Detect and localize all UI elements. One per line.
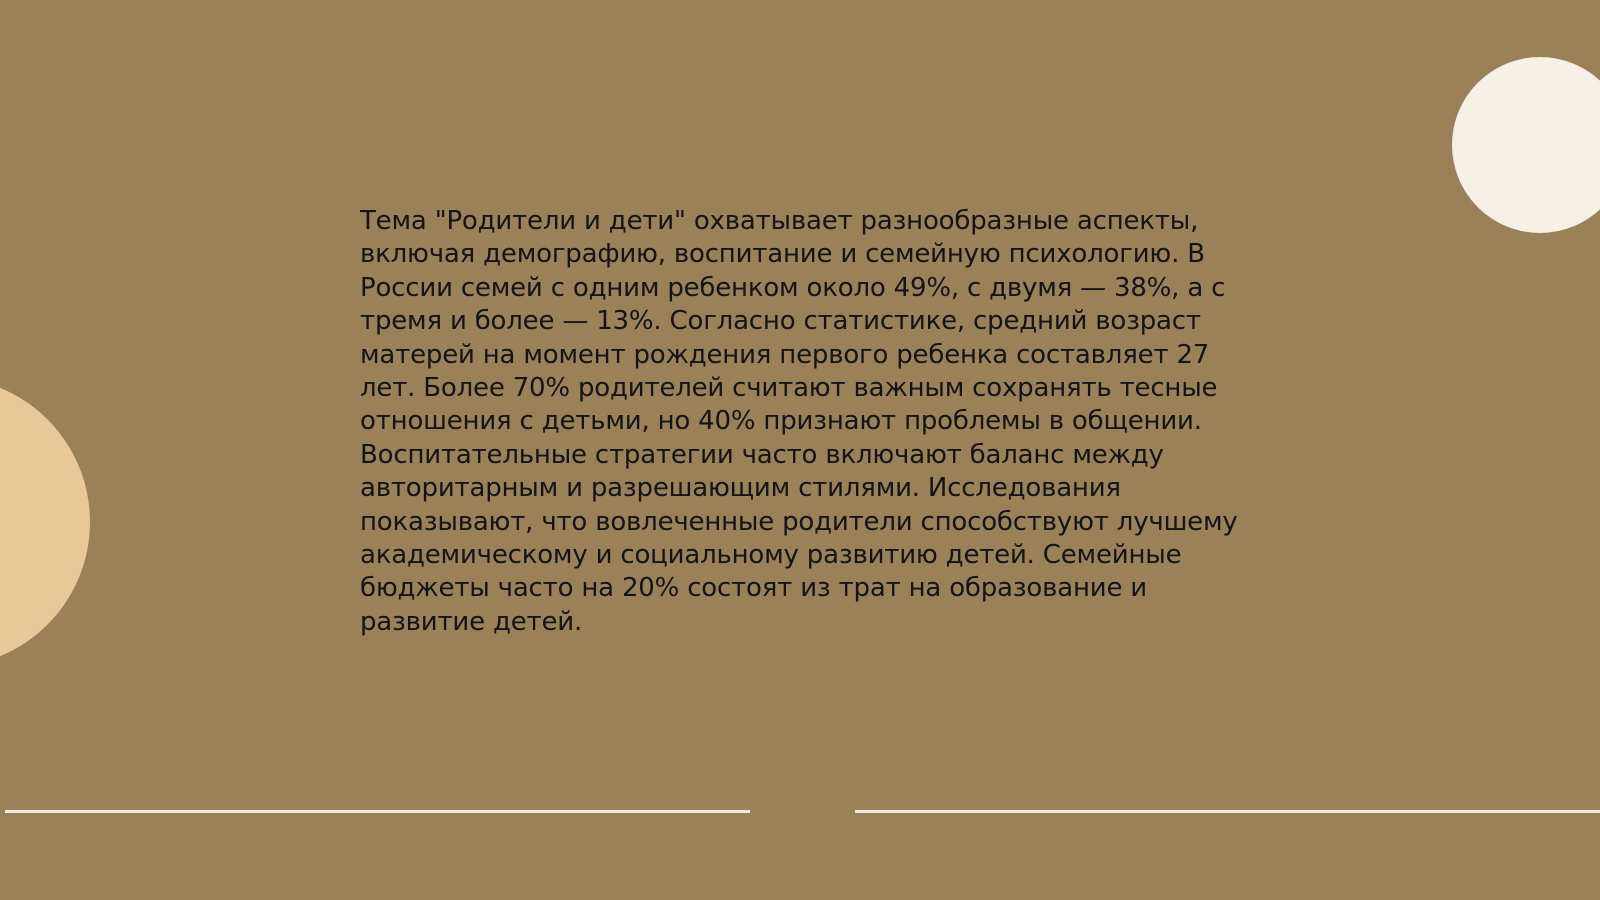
divider-line-right [855,810,1600,813]
decorative-circle-right [1452,57,1600,233]
decorative-circle-left [0,377,90,667]
divider-line-left [5,810,750,813]
slide-body-text: Тема "Родители и дети" охватывает разнообразные аспекты, включая демографию, воспитание и семейную психологию. В России семей с одним ребенком около 49%, с двумя — 38%, а с тремя и более — 13%. Согласно статистике, средний возраст матерей на момент рождения первого ребенка составляет 27 лет. Более 70% родителей считают важным сохранять тесные отношения с детьми, но 40% признают проблемы в общении. Воспитательные стратегии часто включают баланс между авторитарным и разрешающим стилями. Исследования показывают, что вовлеченные родители способствуют лучшему академическому и социальному развитию детей. Семейные бюджеты часто на 20% состоят из трат на образование и развитие детей. [360,206,1238,637]
